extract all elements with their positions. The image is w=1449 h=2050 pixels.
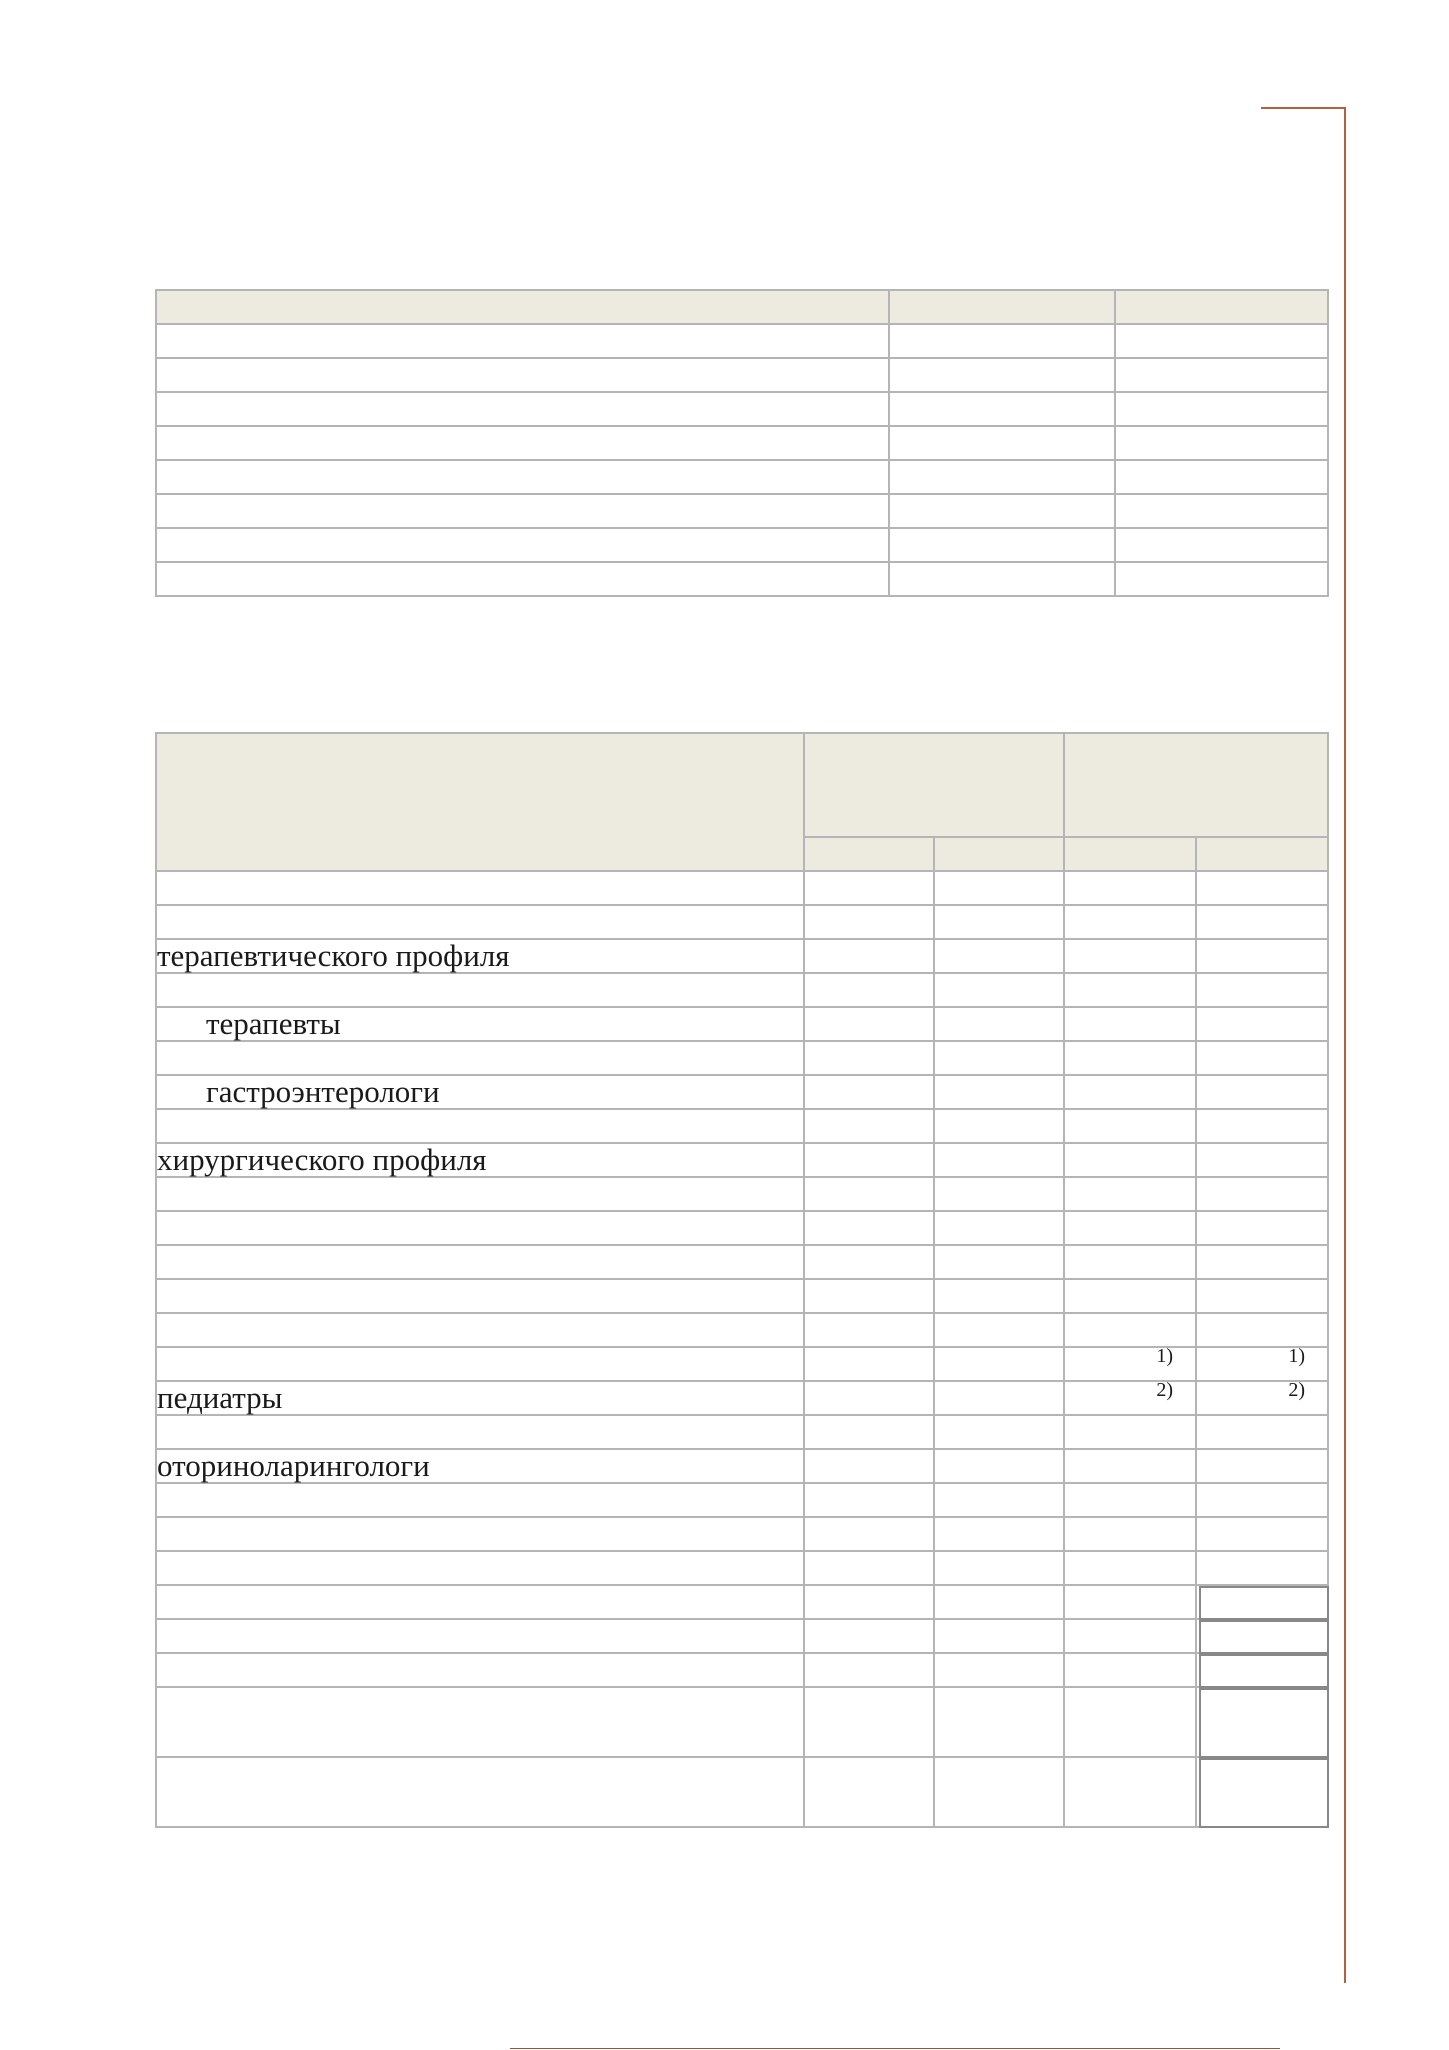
table-cell <box>1115 562 1328 596</box>
table-cell <box>1064 1415 1196 1449</box>
table-cell <box>1064 1279 1196 1313</box>
table-cell <box>934 1687 1064 1757</box>
table-cell <box>889 324 1115 358</box>
table-cell <box>1064 1483 1196 1517</box>
table-row <box>156 358 1328 392</box>
table-cell <box>1196 1313 1328 1347</box>
table-cell <box>156 528 889 562</box>
row-label-cell <box>156 1415 804 1449</box>
table-cell <box>804 1007 934 1041</box>
row-label-cell <box>156 1211 804 1245</box>
table-cell <box>156 392 889 426</box>
table-cell <box>1196 1653 1328 1687</box>
table-cell <box>934 1075 1064 1109</box>
row-label-cell: терапевты <box>156 1007 804 1041</box>
table-cell <box>1064 1517 1196 1551</box>
table-row <box>156 528 1328 562</box>
table-cell <box>1064 1177 1196 1211</box>
table-cell <box>1064 1109 1196 1143</box>
table-cell <box>1064 1687 1196 1757</box>
table-cell <box>1196 1345 1328 1401</box>
table-cell <box>934 1143 1064 1177</box>
row-label-cell <box>156 1585 804 1619</box>
table-row <box>156 1483 1328 1517</box>
table-cell <box>1064 1619 1196 1653</box>
table-cell <box>1196 1687 1328 1757</box>
table-row <box>156 1551 1328 1585</box>
table-cell <box>889 392 1115 426</box>
decorative-top-rule <box>1261 107 1346 109</box>
table-row <box>156 973 1328 1007</box>
table-cell <box>1196 1075 1328 1109</box>
table-cell <box>804 1415 934 1449</box>
table-cell <box>804 1041 934 1075</box>
boxed-cell-frame <box>1199 1654 1329 1688</box>
table-cell <box>1115 528 1328 562</box>
table-cell <box>804 1585 934 1619</box>
subheader-cell <box>1196 837 1328 871</box>
footnote-marker-2: 2) <box>1156 1379 1173 1401</box>
table-cell <box>1064 1075 1196 1109</box>
table-cell <box>934 1347 1064 1381</box>
row-label-cell: хирургического профиля <box>156 1143 804 1177</box>
table-cell <box>1064 1381 1196 1415</box>
table-cell <box>804 905 934 939</box>
table-row <box>156 460 1328 494</box>
table-cell <box>804 1653 934 1687</box>
table-cell <box>804 1075 934 1109</box>
table-cell <box>804 1449 934 1483</box>
table-cell <box>804 1347 934 1381</box>
table-row <box>156 1517 1328 1551</box>
header-cell <box>889 290 1115 324</box>
header-group-cell <box>1064 733 1328 837</box>
table-row <box>156 324 1328 358</box>
table-cell <box>1064 973 1196 1007</box>
row-label-cell <box>156 1551 804 1585</box>
table-cell <box>1196 1585 1328 1619</box>
table-cell <box>889 426 1115 460</box>
footnote-marker-1: 1) <box>1288 1345 1305 1367</box>
table-cell <box>934 871 1064 905</box>
table-row <box>156 939 1328 973</box>
table-cell <box>156 426 889 460</box>
row-label-cell <box>156 1653 804 1687</box>
table-row <box>156 426 1328 460</box>
table-cell <box>1064 1585 1196 1619</box>
table-cell <box>1115 494 1328 528</box>
table-row <box>156 494 1328 528</box>
decorative-right-rule <box>1344 107 1346 1983</box>
row-label-cell <box>156 1279 804 1313</box>
table-cell <box>1196 1381 1328 1415</box>
table-cell <box>156 358 889 392</box>
boxed-cell-frame <box>1199 1586 1329 1620</box>
row-label-cell <box>156 1687 804 1757</box>
boxed-cell-frame <box>1199 1620 1329 1654</box>
table-cell <box>1196 1449 1328 1483</box>
table-cell <box>934 1041 1064 1075</box>
table-cell <box>934 1619 1064 1653</box>
boxed-cell-frame <box>1199 1758 1329 1828</box>
row-label-cell <box>156 1517 804 1551</box>
table-cell <box>804 1109 934 1143</box>
table-cell <box>934 1551 1064 1585</box>
table-cell <box>1196 1619 1328 1653</box>
table-cell <box>1196 1177 1328 1211</box>
table-row <box>156 1757 1328 1827</box>
row-label-cell <box>156 1109 804 1143</box>
table-row <box>156 1007 1328 1041</box>
table-cell <box>934 1653 1064 1687</box>
table-cell <box>156 324 889 358</box>
table-row <box>156 1687 1328 1757</box>
table-cell <box>804 1313 934 1347</box>
row-label-cell: оториноларингологи <box>156 1449 804 1483</box>
table-cell <box>934 905 1064 939</box>
table-row <box>156 871 1328 905</box>
table-row <box>156 1245 1328 1279</box>
table-cell <box>934 973 1064 1007</box>
boxed-cell-frame <box>1199 1688 1329 1758</box>
table-cell <box>934 1245 1064 1279</box>
specialists-table <box>155 732 1329 1828</box>
row-label-cell <box>156 1347 804 1381</box>
table-cell <box>1196 905 1328 939</box>
table-cell <box>934 1211 1064 1245</box>
table-cell <box>1064 905 1196 939</box>
table-cell <box>1196 871 1328 905</box>
table-cell <box>1196 1007 1328 1041</box>
header-cell <box>156 290 889 324</box>
row-label-cell: терапевтического профиля <box>156 939 804 973</box>
table-cell <box>889 460 1115 494</box>
table-row <box>156 1313 1328 1347</box>
table-cell <box>1196 1517 1328 1551</box>
summary-table-header-row <box>156 290 1328 324</box>
table-cell <box>1115 324 1328 358</box>
row-label-cell: педиатры <box>156 1381 804 1415</box>
row-label-cell <box>156 905 804 939</box>
table-cell <box>934 1279 1064 1313</box>
table-cell <box>1064 1449 1196 1483</box>
subheader-cell <box>1064 837 1196 871</box>
header-cell <box>1115 290 1328 324</box>
row-label-cell <box>156 871 804 905</box>
table-row <box>156 1381 1328 1415</box>
table-cell <box>804 871 934 905</box>
table-row <box>156 1653 1328 1687</box>
table-cell <box>156 494 889 528</box>
table-cell <box>934 1415 1064 1449</box>
table-row <box>156 1279 1328 1313</box>
table-row <box>156 1619 1328 1653</box>
table-cell <box>804 1619 934 1653</box>
specialists-table-header-row <box>156 733 1328 837</box>
table-cell <box>804 1143 934 1177</box>
table-cell <box>1064 1345 1196 1401</box>
table-cell <box>934 1757 1064 1827</box>
table-cell <box>1064 871 1196 905</box>
table-cell <box>1064 1551 1196 1585</box>
table-cell <box>1196 939 1328 973</box>
table-cell <box>804 1211 934 1245</box>
table-cell <box>1115 460 1328 494</box>
table-cell <box>889 494 1115 528</box>
row-label-cell <box>156 1177 804 1211</box>
table-row <box>156 1109 1328 1143</box>
table-cell <box>1064 1007 1196 1041</box>
table-cell <box>804 1245 934 1279</box>
table-cell <box>889 562 1115 596</box>
table-cell <box>1064 1143 1196 1177</box>
table-row <box>156 1347 1328 1381</box>
table-cell <box>1064 1757 1196 1827</box>
decorative-footer-rule <box>510 2048 1280 2049</box>
table-cell <box>1196 1041 1328 1075</box>
table-row <box>156 1211 1328 1245</box>
table-cell <box>934 939 1064 973</box>
table-cell <box>804 1279 934 1313</box>
table-cell <box>1064 1211 1196 1245</box>
table-cell <box>934 1517 1064 1551</box>
table-cell <box>1196 1279 1328 1313</box>
table-cell <box>804 1177 934 1211</box>
row-label-cell <box>156 1619 804 1653</box>
table-cell <box>804 1381 934 1415</box>
row-label-cell <box>156 1757 804 1827</box>
table-cell <box>804 1687 934 1757</box>
table-cell <box>1196 973 1328 1007</box>
table-row <box>156 1415 1328 1449</box>
table-cell <box>1115 426 1328 460</box>
subheader-cell <box>804 837 934 871</box>
table-row <box>156 1177 1328 1211</box>
table-cell <box>934 1313 1064 1347</box>
table-cell <box>1196 1415 1328 1449</box>
table-cell <box>934 1381 1064 1415</box>
table-cell <box>1115 358 1328 392</box>
table-cell <box>1064 1653 1196 1687</box>
table-cell <box>1196 1757 1328 1827</box>
table-cell <box>889 358 1115 392</box>
table-cell <box>1115 392 1328 426</box>
table-cell <box>804 939 934 973</box>
table-row <box>156 562 1328 596</box>
header-group-cell <box>804 733 1064 837</box>
table-cell <box>934 1007 1064 1041</box>
table-cell <box>1064 1313 1196 1347</box>
table-cell <box>1196 1109 1328 1143</box>
table-row <box>156 1449 1328 1483</box>
table-row <box>156 392 1328 426</box>
table-cell <box>804 973 934 1007</box>
table-cell <box>1064 1041 1196 1075</box>
table-cell <box>1064 939 1196 973</box>
table-row <box>156 905 1328 939</box>
table-cell <box>934 1449 1064 1483</box>
table-cell <box>804 1757 934 1827</box>
table-cell <box>804 1551 934 1585</box>
table-cell <box>1196 1143 1328 1177</box>
table-cell <box>934 1177 1064 1211</box>
row-label-cell: гастроэнтерологи <box>156 1075 804 1109</box>
footnote-marker-2: 2) <box>1288 1379 1305 1401</box>
table-cell <box>804 1517 934 1551</box>
table-row <box>156 1585 1328 1619</box>
table-cell <box>156 562 889 596</box>
footnote-marker-1: 1) <box>1156 1345 1173 1367</box>
table-cell <box>1196 1245 1328 1279</box>
subheader-cell <box>934 837 1064 871</box>
table-cell <box>156 460 889 494</box>
row-label-cell <box>156 1483 804 1517</box>
summary-table <box>155 289 1329 597</box>
table-row <box>156 1143 1328 1177</box>
row-label-cell <box>156 1041 804 1075</box>
table-cell <box>1196 1211 1328 1245</box>
row-label-cell <box>156 1313 804 1347</box>
row-label-cell <box>156 1245 804 1279</box>
table-cell <box>804 1483 934 1517</box>
table-cell <box>934 1585 1064 1619</box>
row-label-cell <box>156 973 804 1007</box>
table-cell <box>1196 1483 1328 1517</box>
table-cell <box>934 1109 1064 1143</box>
table-cell <box>1196 1551 1328 1585</box>
table-cell <box>1064 1245 1196 1279</box>
header-cell <box>156 733 804 871</box>
table-row <box>156 1041 1328 1075</box>
table-cell <box>889 528 1115 562</box>
table-cell <box>934 1483 1064 1517</box>
table-row <box>156 1075 1328 1109</box>
